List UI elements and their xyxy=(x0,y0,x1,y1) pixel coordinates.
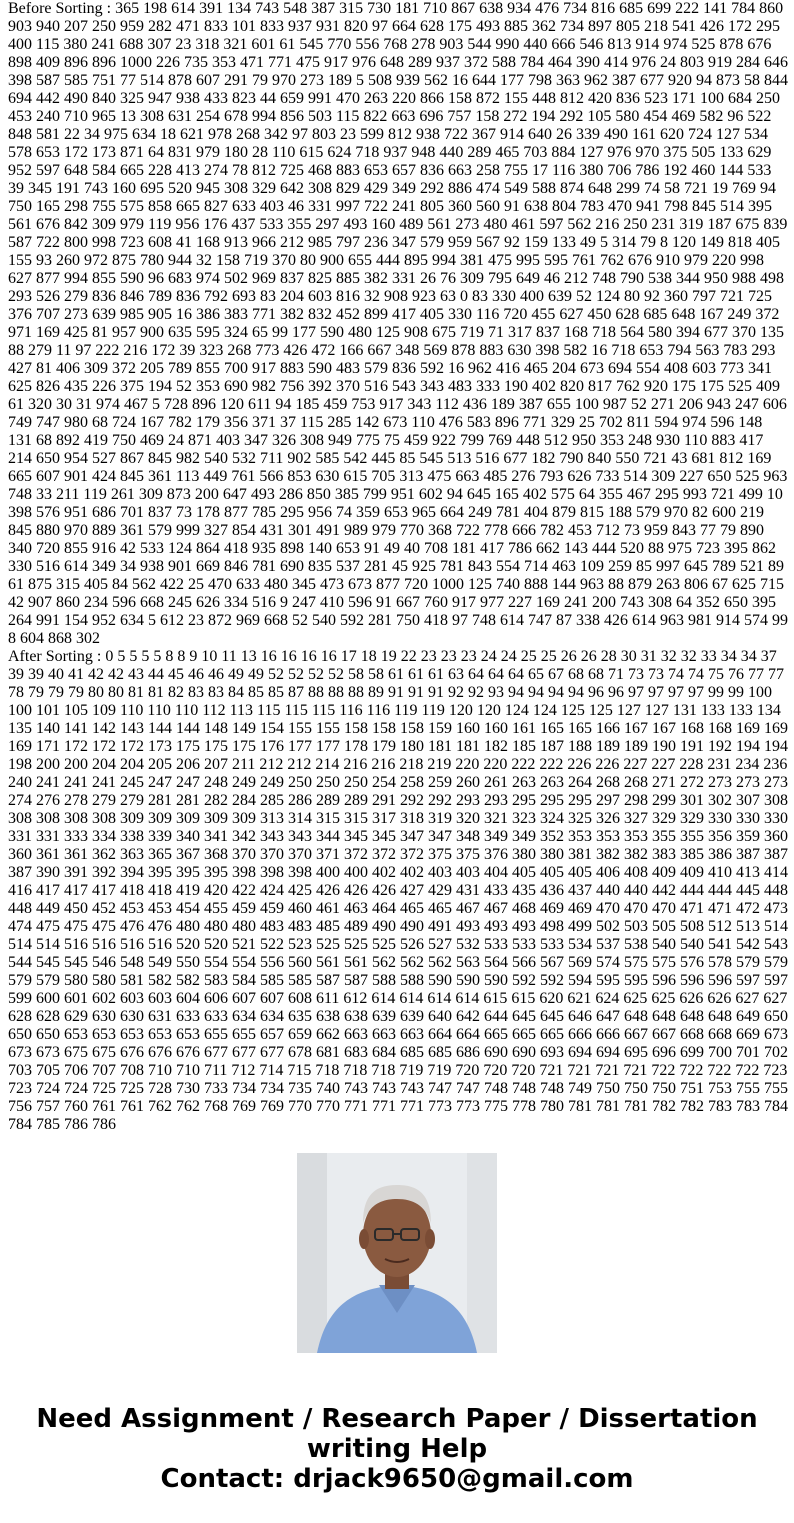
profile-photo-icon xyxy=(297,1153,497,1353)
before-sorting-output: Before Sorting : 365 198 614 391 134 743 548 387 315 730 181 710 867 638 934 476 734 816 685 699 222 141 784 860 903 940 207 250 959 282 471 833 101 833 937 931 820 97 664 628 175 493 885 362 734 897 805 218 541 426 172 295 400 115 380 241 688 307 23 318 321 601 61 545 770 556 768 278 903 544 990 440 666 546 813 914 974 525 878 676 898 409 896 896 1000 226 735 353 471 771 475 917 976 648 289 937 372 588 784 464 390 414 976 24 803 919 284 646 398 587 585 751 77 514 878 607 291 79 970 273 189 5 508 939 562 16 644 177 798 363 962 387 677 920 94 873 58 844 694 442 490 840 325 947 938 433 823 44 659 991 470 263 220 866 158 872 155 448 812 420 836 523 171 100 684 250 453 240 710 965 13 308 631 254 678 994 856 503 115 822 663 696 757 158 272 194 292 105 580 454 469 582 96 522 848 581 22 34 975 634 18 621 978 268 342 97 803 23 599 812 938 722 367 914 640 26 339 490 161 620 724 127 534 578 653 172 173 871 64 831 979 180 28 110 615 624 718 937 948 440 289 465 703 884 127 976 970 375 505 133 629 952 597 648 584 665 228 413 274 78 812 725 468 883 653 657 836 663 258 755 17 116 380 706 786 192 460 144 533 39 345 191 743 160 695 520 945 308 329 642 308 829 429 349 292 886 474 549 588 874 648 299 74 58 721 19 769 94 750 165 298 755 575 858 665 827 633 403 46 331 997 722 241 805 360 560 91 638 804 783 470 941 798 845 514 395 561 676 842 309 979 119 956 176 437 533 355 297 493 160 489 561 273 480 461 597 562 216 250 231 319 187 675 839 587 722 800 998 723 608 41 168 913 966 212 985 797 236 347 579 959 567 92 159 133 49 5 314 79 8 120 149 818 405 155 93 260 972 875 780 944 32 158 719 370 80 900 655 444 895 994 381 475 995 595 761 762 676 910 979 220 998 627 877 994 855 590 96 683 974 502 969 837 825 885 382 331 26 76 309 795 649 46 212 748 790 538 344 950 988 498 293 526 279 836 846 789 836 792 693 83 204 603 816 32 908 923 63 0 83 330 400 639 52 124 80 92 360 797 721 725 376 707 273 639 985 905 16 386 383 771 382 832 452 899 417 405 330 116 720 455 627 450 628 685 648 167 249 372 971 169 425 81 957 900 635 595 324 65 99 177 590 480 125 908 675 719 71 317 837 168 718 564 580 394 677 370 135 88 279 11 97 222 216 172 39 323 268 773 426 472 166 667 348 569 878 883 630 398 582 16 718 653 794 563 783 293 427 81 406 309 372 205 789 855 700 917 883 590 483 579 836 592 16 962 416 465 204 673 694 554 408 603 773 341 625 826 435 226 375 194 52 353 690 982 756 392 370 516 543 343 483 333 190 402 820 817 762 920 175 175 525 409 61 320 30 31 974 467 5 728 896 120 611 94 185 459 753 917 343 112 436 189 387 655 100 987 52 271 206 943 247 606 749 747 980 68 724 167 782 179 356 371 37 115 285 142 673 110 476 583 896 771 329 25 702 811 594 974 596 148 131 68 892 419 750 469 24 871 403 347 326 308 949 775 75 459 922 799 769 448 512 950 353 248 930 110 883 417 214 650 954 527 867 845 982 540 532 711 902 585 542 445 85 545 513 516 677 182 790 840 550 721 43 681 812 169 665 607 901 424 845 361 113 449 761 566 853 630 615 705 313 475 663 485 276 793 626 733 514 309 227 650 525 963 748 33 211 119 261 309 873 200 647 493 286 850 385 799 951 602 94 645 165 402 575 64 355 467 295 993 721 499 10 398 576 951 686 701 837 73 178 877 785 295 956 74 359 653 965 664 249 781 404 879 815 188 579 970 82 600 219 845 880 970 889 361 579 999 327 854 431 301 491 989 979 770 368 722 778 666 782 453 712 73 959 843 77 79 890 340 720 855 916 42 533 124 864 418 935 898 140 653 91 49 40 708 181 417 786 662 143 444 520 88 975 723 395 862 330 516 614 349 34 938 901 669 846 781 690 835 537 281 45 925 781 843 554 714 463 109 259 85 997 645 789 521 89 61 875 315 405 84 562 422 25 470 633 480 345 473 673 877 720 1000 125 740 888 144 963 88 879 263 806 67 625 715 42 907 860 234 596 668 245 626 334 516 9 247 410 596 91 667 760 917 977 227 169 241 200 743 308 64 352 650 395 264 991 154 952 634 5 612 23 872 969 668 52 540 592 281 750 418 97 748 614 747 87 338 426 614 963 981 914 574 99 8 604 868 302 xyxy=(8,0,788,647)
cta-contact-email: Contact: drjack9650@gmail.com xyxy=(160,1464,634,1494)
avatar xyxy=(297,1153,497,1353)
after-sorting-output: After Sorting : 0 5 5 5 5 8 8 9 10 11 13 16 16 16 16 17 18 19 22 23 23 23 24 24 25 25 26 26 28 30 31 32 32 33 34 34 37 39 39 40 41 42 42 43 44 45 46 46 49 49 52 52 52 52 58 58 61 61 61 63 64 64 64 65 67 68 68 71 73 73 74 74 75 76 77 77 78 79 79 79 80 80 81 81 82 83 83 84 85 85 87 88 88 88 89 91 91 91 92 92 93 94 94 94 94 96 96 97 97 97 97 99 99 100 100 101 105 109 110 110 110 112 113 115 115 115 116 116 119 119 120 120 124 124 125 125 127 127 131 133 133 134 135 140 141 142 143 144 144 148 149 154 155 155 158 158 158 159 160 160 161 165 165 166 167 167 168 168 169 169 169 171 172 172 172 173 175 175 175 176 177 177 178 179 180 181 181 182 185 187 188 189 189 190 191 192 194 194 198 200 200 204 204 205 206 207 211 212 212 214 216 216 218 219 220 220 222 222 226 226 227 227 228 231 234 236 240 241 241 241 245 247 247 248 249 249 250 250 250 254 258 259 260 261 263 263 264 268 268 271 272 273 273 273 274 276 278 279 279 281 281 282 284 285 286 289 289 291 292 292 293 293 295 295 295 297 298 299 301 302 307 308 308 308 308 308 309 309 309 309 309 313 314 315 315 317 318 319 320 321 323 324 325 326 327 329 329 330 330 330 331 331 333 334 338 339 340 341 342 343 343 344 345 345 347 347 348 349 349 352 353 353 353 355 355 356 359 360 360 361 361 362 363 365 367 368 370 370 370 371 372 372 372 375 375 376 380 380 381 382 382 383 385 386 387 387 387 390 391 392 394 395 395 395 398 398 398 400 400 402 402 403 403 404 405 405 405 406 408 409 409 410 413 414 416 417 417 417 418 418 419 420 422 424 425 426 426 426 427 429 431 433 435 436 437 440 440 442 444 444 445 448 448 449 450 452 453 453 454 455 459 459 460 461 463 464 465 465 467 467 468 469 469 470 470 470 471 471 472 473 474 475 475 475 476 476 480 480 480 483 483 485 489 490 490 491 493 493 493 498 499 502 503 505 508 512 513 514 514 514 516 516 516 516 520 520 521 522 523 525 525 525 526 527 532 533 533 533 534 537 538 540 540 541 542 543 544 545 545 546 548 549 550 554 554 556 560 561 561 562 562 562 563 564 566 567 569 574 575 575 576 578 579 579 579 579 580 580 581 582 582 583 584 585 585 587 587 588 588 590 590 590 592 592 594 595 595 596 596 596 597 597 599 600 601 602 603 603 604 606 607 607 608 611 612 614 614 614 614 615 615 620 621 624 625 625 626 626 627 627 628 628 629 630 630 631 633 633 634 634 635 638 638 639 639 640 642 644 645 645 646 647 648 648 648 648 649 650 650 650 653 653 653 653 653 655 655 657 659 662 663 663 663 664 664 665 665 665 666 666 667 667 668 668 669 673 673 673 675 675 676 676 676 677 677 677 678 681 683 684 685 685 686 690 690 693 694 694 695 696 699 700 701 702 703 705 706 707 708 710 710 711 712 714 715 718 718 718 719 719 720 720 720 721 721 721 721 722 722 722 722 723 723 724 724 725 725 728 730 733 734 734 735 740 743 743 743 747 747 748 748 748 749 750 750 750 751 753 755 755 756 757 760 761 761 762 762 768 769 769 770 770 771 771 771 773 773 775 778 780 781 781 781 782 782 783 783 784 784 785 786 786 xyxy=(8,648,788,1133)
program-output xyxy=(8,0,788,1133)
cta-line-2: writing Help xyxy=(306,1434,488,1464)
contact-banner xyxy=(0,1404,794,1494)
cta-line-1: Need Assignment / Research Paper / Dissertation xyxy=(36,1404,758,1434)
